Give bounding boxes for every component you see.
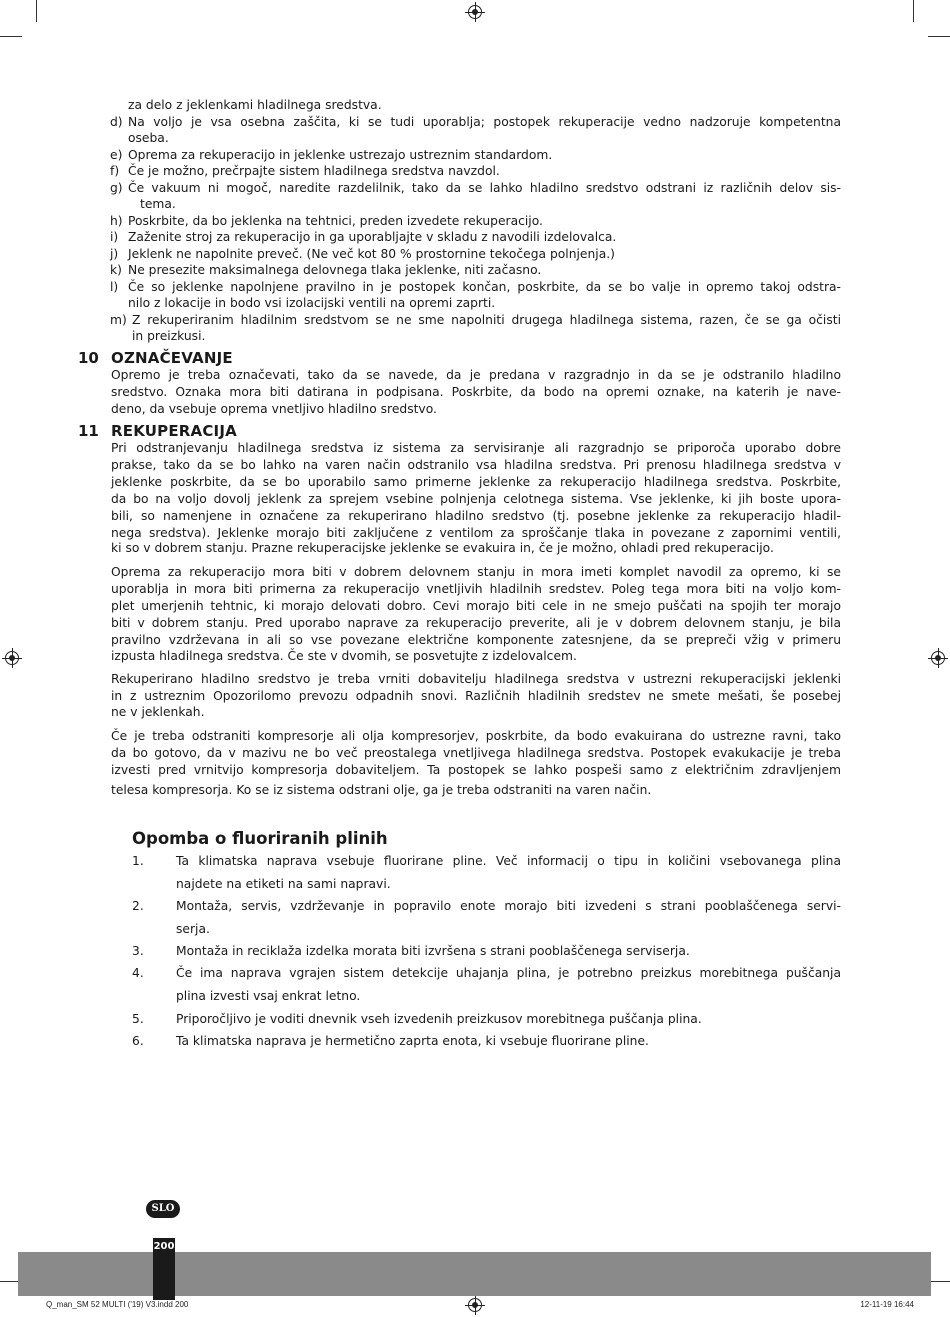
paragraph-line: izpusta hladilnega sredstva. Če ste v dvomih, se posvetujte z izdelovalcem. [111, 649, 577, 663]
list-item-text: Če ima naprava vgrajen sistem detekcije uhajanja plina, je potrebno preizkus morebitnega puščanja [176, 966, 841, 980]
paragraph-line: jeklenke poskrbite, da se bo uporabilo samo primerne jeklenke za rekuperacijo hladilnega sredstva. Poskrbite, [111, 475, 841, 489]
list-item [132, 1030, 841, 1052]
paragraph-line: uporablja in mora biti primerna za rekuperacijo vnetljivih hladilnih sredstev. Poleg tega mora biti na voljo kom- [111, 582, 841, 596]
list-item-label: j) [110, 247, 119, 261]
list-item-text: Na voljo je vsa osebna zaščita, ki se tudi uporablja; postopek rekuperacije vedno nadzoruje kompetentna [128, 115, 841, 129]
paragraph-line: deno, da vsebuje oprema vnetljivo hladilno sredstvo. [111, 402, 437, 416]
list-item-text: Montaža in reciklaža izdelka morata biti izvršena s strani pooblaščenega serviserja. [176, 944, 690, 958]
list-item-label: e) [110, 148, 123, 162]
paragraph-line: Oprema za rekuperacijo mora biti v dobrem delovnem stanju in mora imeti komplet navodil za opremo, ki se [111, 565, 841, 579]
paragraph-line: izvesti pred vrnitvijo kompresorja dobaviteljem. Ta postopek se lahko pospeši samo z električnim zdravljenjem [111, 763, 841, 777]
list-item [132, 962, 841, 1008]
section-body [111, 440, 841, 800]
crop-mark [0, 36, 22, 37]
crop-mark [913, 0, 914, 22]
list-item-number: 5. [132, 1012, 144, 1026]
paragraph-line: nega sredstva). Jeklenke morajo biti zaključene z ventilom za sproščanje tlaka in povezane z zapornimi ventili, [111, 526, 841, 540]
print-slug-file: Q_man_SM 52 MULTI ('19) V3.indd 200 [46, 1300, 189, 1309]
list-item-text: Zaženite stroj za rekuperacijo in ga uporabljajte v skladu z navodili izdelovalca. [128, 230, 617, 244]
list-item-text: Poskrbite, da bo jeklenka na tehtnici, preden izvedete rekuperacijo. [128, 214, 543, 228]
crop-mark [928, 1281, 950, 1282]
language-badge: SLO [146, 1200, 180, 1218]
list-item-number: 3. [132, 944, 144, 958]
list-item-text: Če vakuum ni mogoč, naredite razdelilnik, tako da se lahko hladilno sredstvo odstrani iz različnih delov sis- [128, 181, 841, 195]
print-slug-date: 12-11-19 16:44 [860, 1300, 914, 1309]
list-item-label: i) [110, 230, 119, 244]
list-item-number: 4. [132, 966, 144, 980]
crop-mark [36, 0, 37, 22]
list-item-number: 2. [132, 899, 144, 913]
registration-mark-icon [468, 1298, 482, 1312]
list-item-text: serja. [176, 922, 210, 936]
list-item [132, 850, 841, 896]
list-item-text: Jeklenk ne napolnite preveč. (Ne več kot 80 % prostornine tekočega polnjenja.) [128, 247, 615, 261]
list-item-text: Če je možno, prečrpajte sistem hladilnega sredstva navzdol. [128, 164, 500, 178]
paragraph-line: Če je treba odstraniti kompresorje ali olja kompresorjev, poskrbite, da bodo evakuirana do ustrezne ravni, tako [111, 729, 841, 743]
list-item-text: nilo z lokacije in bodo vsi izolacijski ventili na opremi zaprti. [128, 296, 496, 310]
paragraph-line: biti v dobrem stanju. Pred uporabo naprave za rekuperacijo preverite, ali je v dobrem delovnem stanju, je bila [111, 616, 841, 630]
list-item [132, 895, 841, 941]
list-item-text: tema. [140, 197, 176, 211]
list-item-text: Ta klimatska naprava je hermetično zaprta enota, ki vsebuje fluorirane pline. [176, 1034, 649, 1048]
paragraph-line: ki so v dobrem stanju. Prazne rekuperacijske jeklenke se evakuira in, če je možno, ohladi pred rekuperacijo. [111, 541, 774, 555]
list-item-label: f) [110, 164, 120, 178]
page-number: 200 [153, 1241, 175, 1252]
paragraph-line: da bo na voljo dovolj jeklenk za sprejem vsebine polnjenja celotnega sistema. Vse jeklenke, ki jih boste upora- [111, 492, 841, 506]
paragraph-line: prakse, tako da se bo lahko na varen način odstranilo vsa hladilna sredstva. Pri prenosu hladilnega sredstva v [111, 458, 841, 472]
list-item [132, 1008, 841, 1030]
section-number: 10 [78, 349, 99, 367]
list-item-number: 1. [132, 854, 144, 868]
list-item-text: Ta klimatska naprava vsebuje fluorirane pline. Več informacij o tipu in količini vsebovanega plina [176, 854, 841, 868]
list-item-text: Montaža, servis, vzdrževanje in popravilo enote morajo biti izvedeni s strani pooblaščenega servi- [176, 899, 841, 913]
registration-mark-icon [5, 651, 19, 665]
list-item [132, 940, 841, 962]
paragraph-line: pravilno vzdrževana in ali so vse povezane električne komponente zatesnjene, da se prepreči vžig v primeru [111, 633, 841, 647]
notes-title: Opomba o fluoriranih plinih [132, 829, 388, 848]
list-item-text: Če so jeklenke napolnjene pravilno in je postopek končan, poskrbite, da se bo valje in opremo takoj odstra- [128, 280, 841, 294]
paragraph-line: Pri odstranjevanju hladilnega sredstva iz sistema za servisiranje ali razgradnjo se priporoča uporabo dobre [111, 441, 841, 455]
list-item-text: in preizkusi. [132, 329, 206, 343]
paragraph-line: ne v jeklenkah. [111, 705, 205, 719]
list-item-text: Z rekuperiranim hladilnim sredstvom se ne sme napolniti drugega hladilnega sistema, razen, če se ga očisti [132, 313, 841, 327]
list-item-text: Ne presezite maksimalnega delovnega tlaka jeklenke, niti začasno. [128, 263, 542, 277]
section-body [111, 367, 841, 419]
list-item-label: m) [110, 313, 127, 327]
list-item-label: l) [110, 280, 119, 294]
paragraph-line: Rekuperirano hladilno sredstvo je treba vrniti dobavitelju hladilnega sredstva v ustrezni rekuperacijski jeklenki [111, 672, 841, 686]
list-item-number: 6. [132, 1034, 144, 1048]
list-item-text: plina izvesti vsaj enkrat letno. [176, 989, 361, 1003]
list-item-label: h) [110, 214, 123, 228]
list-item-label: k) [110, 263, 122, 277]
paragraph-line: Opremo je treba označevati, tako da se navede, da je predana v razgradnjo in da se je odstranilo hladilno [111, 368, 841, 382]
list-item-text: najdete na etiketi na sami napravi. [176, 877, 391, 891]
list-item-text: Priporočljivo je voditi dnevnik vseh izvedenih preizkusov morebitnega puščanja plina. [176, 1012, 702, 1026]
recovery-checklist [110, 97, 841, 347]
section-number: 11 [78, 422, 99, 440]
list-item-label: g) [110, 181, 123, 195]
registration-mark-icon [468, 5, 482, 19]
section-title: REKUPERACIJA [111, 422, 237, 440]
list-item-text: Oprema za rekuperacijo in jeklenke ustrezajo ustreznim standardom. [128, 148, 553, 162]
paragraph-line: in z ustreznim Opozorilomo prevozu odpadnih snovi. Različnih hladilnih sredstev ne smete mešati, še posebej [111, 689, 841, 703]
paragraph-line: telesa kompresorja. Ko se iz sistema odstrani olje, ga je treba odstraniti na varen način. [111, 783, 652, 797]
paragraph-line: da bo gotovo, da v mazivu ne bo več preostalega vnetljivega hladilnega sredstva. Postopek evakukacije je treba [111, 746, 841, 760]
list-item-continuation: za delo z jeklenkami hladilnega sredstva. [128, 98, 382, 112]
paragraph-line: bili, so namenjene in označene za rekuperirano hladilno sredstvo (tj. posebne jeklenke za rekuperacijo hladil- [111, 509, 841, 523]
list-item-text: oseba. [128, 131, 169, 145]
paragraph-line: plet umerjenih tehtnic, ki morajo delovati dobro. Cevi morajo biti cele in ne smejo puščati na spojih ter morajo [111, 599, 841, 613]
paragraph-line: sredstvo. Oznaka mora biti datirana in podpisana. Poskrbite, da bodo na opremi oznake, na katerih je nave- [111, 385, 841, 399]
crop-mark [928, 36, 950, 37]
list-item-label: d) [110, 115, 123, 129]
registration-mark-icon [931, 651, 945, 665]
section-title: OZNAČEVANJE [111, 349, 233, 367]
